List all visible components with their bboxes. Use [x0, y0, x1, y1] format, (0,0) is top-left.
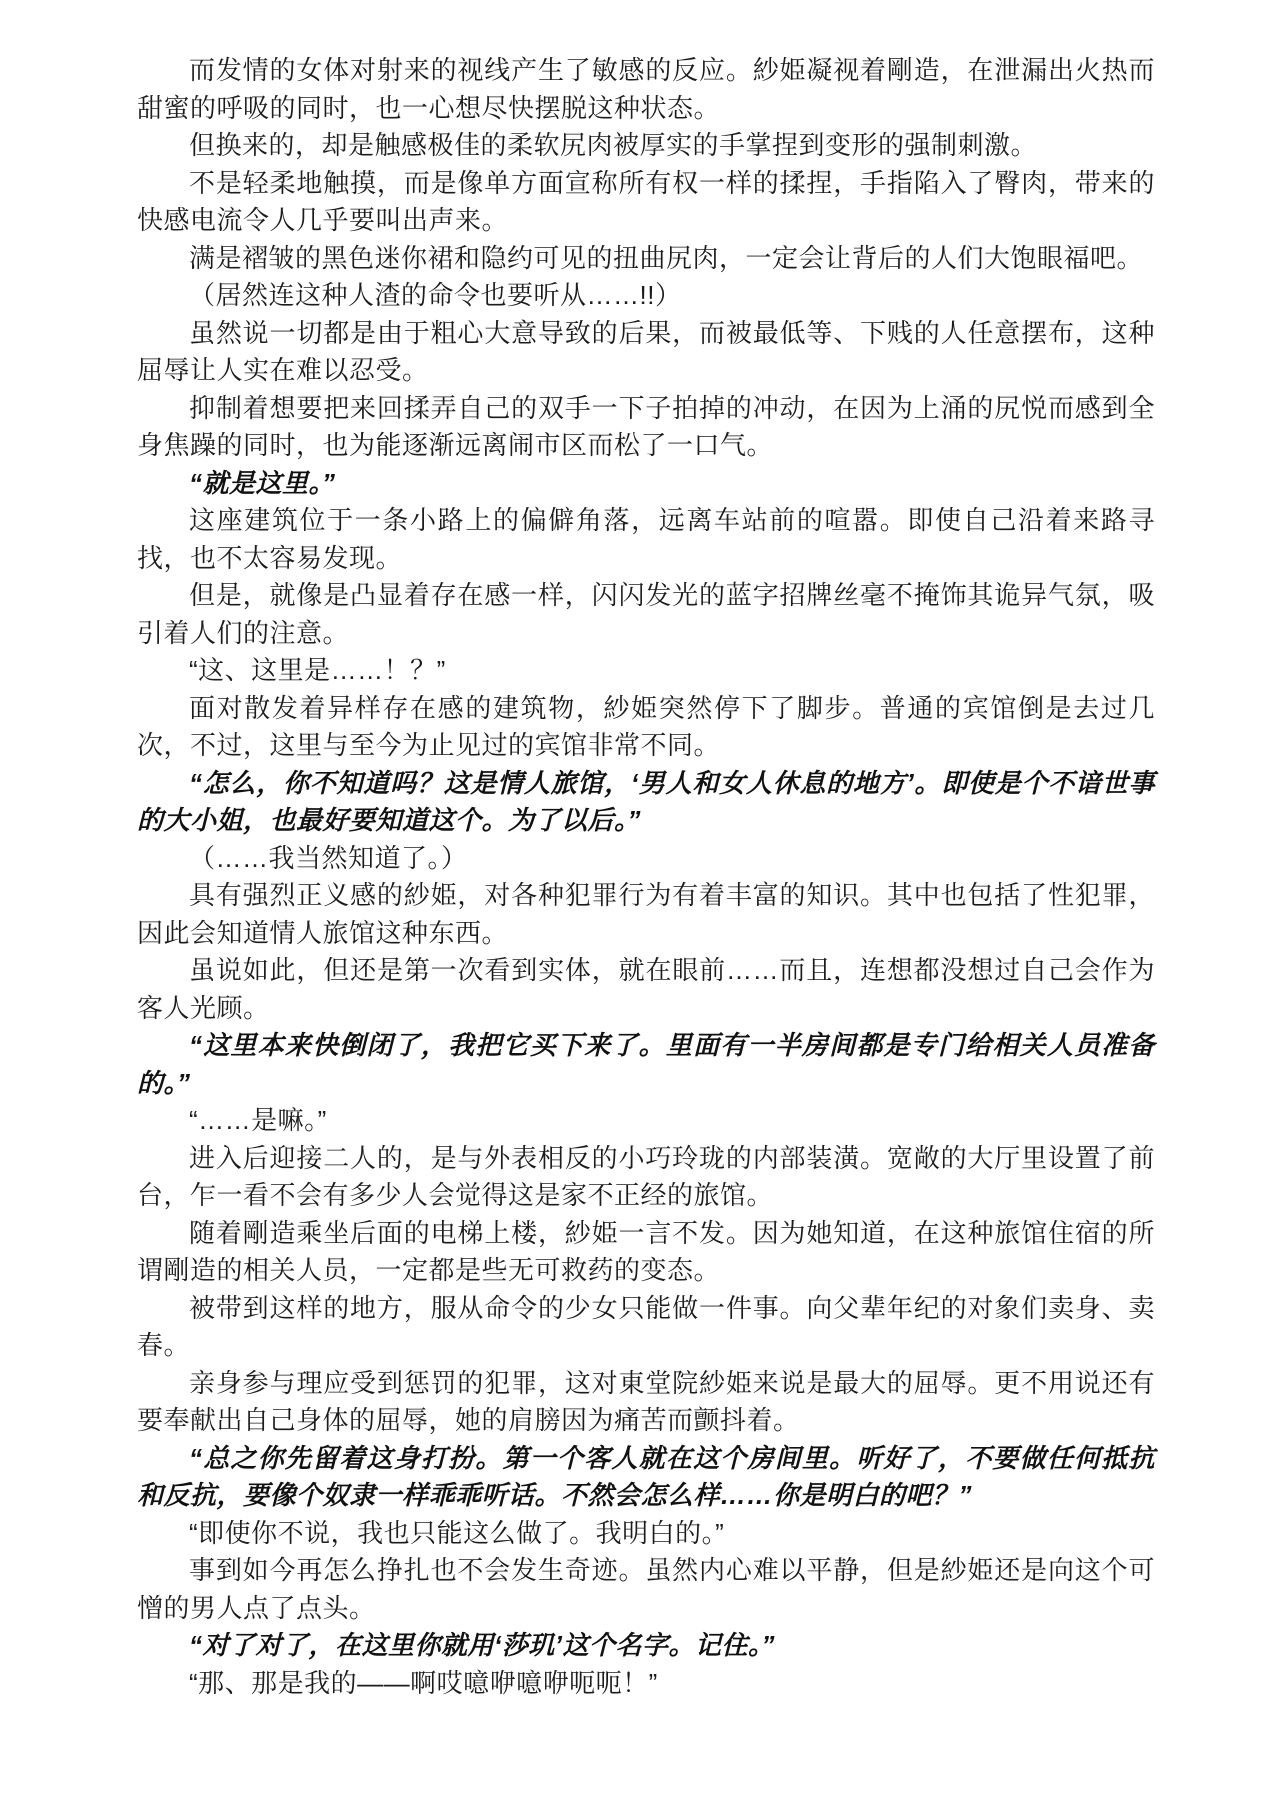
paragraph: 这座建筑位于一条小路上的偏僻角落，远离车站前的喧嚣。即使自己沿着来路寻找，也不太容易发现。	[137, 505, 1155, 573]
paragraph: 事到如今再怎么挣扎也不会发生奇迹。虽然内心难以平静，但是紗姫还是向这个可憎的男人点了点头。	[137, 1555, 1155, 1623]
paragraph: （居然连这种人渣的命令也要听从……!!）	[189, 280, 682, 310]
paragraph: “即使你不说，我也只能这么做了。我明白的。”	[189, 1517, 725, 1548]
paragraph: “这、这里是……！？”	[189, 655, 446, 685]
paragraph: 虽然说一切都是由于粗心大意导致的后果，而被最低等、下贱的人任意摆布，这种屈辱让人实在难以忍受。	[137, 317, 1155, 385]
paragraph: “这里本来快倒闭了，我把它买下来了。里面有一半房间都是专门给相关人员准备的。”	[137, 1030, 1155, 1098]
paragraph: “怎么，你不知道吗？这是情人旅馆，‘男人和女人休息的地方’。即使是个不谙世事的大小姐，也最好要知道这个。为了以后。”	[137, 767, 1155, 835]
paragraph: 随着剛造乘坐后面的电梯上楼，紗姫一言不发。因为她知道，在这种旅馆住宿的所谓剛造的相关人员，一定都是些无可救药的变态。	[137, 1217, 1155, 1285]
paragraph: 但是，就像是凸显着存在感一样，闪闪发光的蓝字招牌丝毫不掩饰其诡异气氛，吸引着人们的注意。	[137, 580, 1155, 648]
paragraph: “那、那是我的——啊哎噫咿噫咿呃呃！”	[189, 1667, 658, 1698]
paragraph: “总之你先留着这身打扮。第一个客人就在这个房间里。听好了，不要做任何抵抗和反抗，要像个奴隶一样乖乖听话。不然会怎么样……你是明白的吧？”	[137, 1442, 1155, 1510]
paragraph: 面对散发着异样存在感的建筑物，紗姫突然停下了脚步。普通的宾馆倒是去过几次，不过，这里与至今为止见过的宾馆非常不同。	[137, 692, 1155, 760]
paragraph: 而发情的女体对射来的视线产生了敏感的反应。紗姫凝视着剛造，在泄漏出火热而甜蜜的呼吸的同时，也一心想尽快摆脱这种状态。	[137, 55, 1155, 123]
paragraph: 但换来的，却是触感极佳的柔软尻肉被厚实的手掌捏到变形的强制刺激。	[189, 130, 1038, 160]
paragraph: 不是轻柔地触摸，而是像单方面宣称所有权一样的揉捏，手指陷入了臀肉，带来的快感电流令人几乎要叫出声来。	[137, 167, 1155, 235]
paragraph: 满是褶皱的黑色迷你裙和隐约可见的扭曲尻肉，一定会让背后的人们大饱眼福吧。	[189, 242, 1144, 273]
paragraph: （……我当然知道了。）	[189, 842, 468, 873]
paragraph: “就是这里。”	[189, 467, 336, 498]
paragraph: “……是嘛。”	[189, 1105, 327, 1135]
paragraph: 具有强烈正义感的紗姫，对各种犯罪行为有着丰富的知识。其中也包括了性犯罪，因此会知道情人旅馆这种东西。	[137, 880, 1155, 948]
paragraph: 亲身参与理应受到惩罚的犯罪，这对東堂院紗姫来说是最大的屈辱。更不用说还有要奉献出自己身体的屈辱，她的肩膀因为痛苦而颤抖着。	[137, 1367, 1155, 1435]
paragraph: 进入后迎接二人的，是与外表相反的小巧玲珑的内部装潢。宽敞的大厅里设置了前台，乍一看不会有多少人会觉得这是家不正经的旅馆。	[137, 1142, 1155, 1210]
paragraph: 被带到这样的地方，服从命令的少女只能做一件事。向父辈年纪的对象们卖身、卖春。	[137, 1292, 1155, 1360]
paragraph: “对了对了，在这里你就用‘莎玑’这个名字。记住。”	[189, 1630, 775, 1660]
text-column	[137, 52, 1155, 1702]
paragraph: 抑制着想要把来回揉弄自己的双手一下子拍掉的冲动，在因为上涌的尻悦而感到全身焦躁的同时，也为能逐渐远离闹市区而松了一口气。	[137, 392, 1155, 460]
paragraph: 虽说如此，但还是第一次看到实体，就在眼前……而且，连想都没想过自己会作为客人光顾。	[137, 955, 1155, 1023]
